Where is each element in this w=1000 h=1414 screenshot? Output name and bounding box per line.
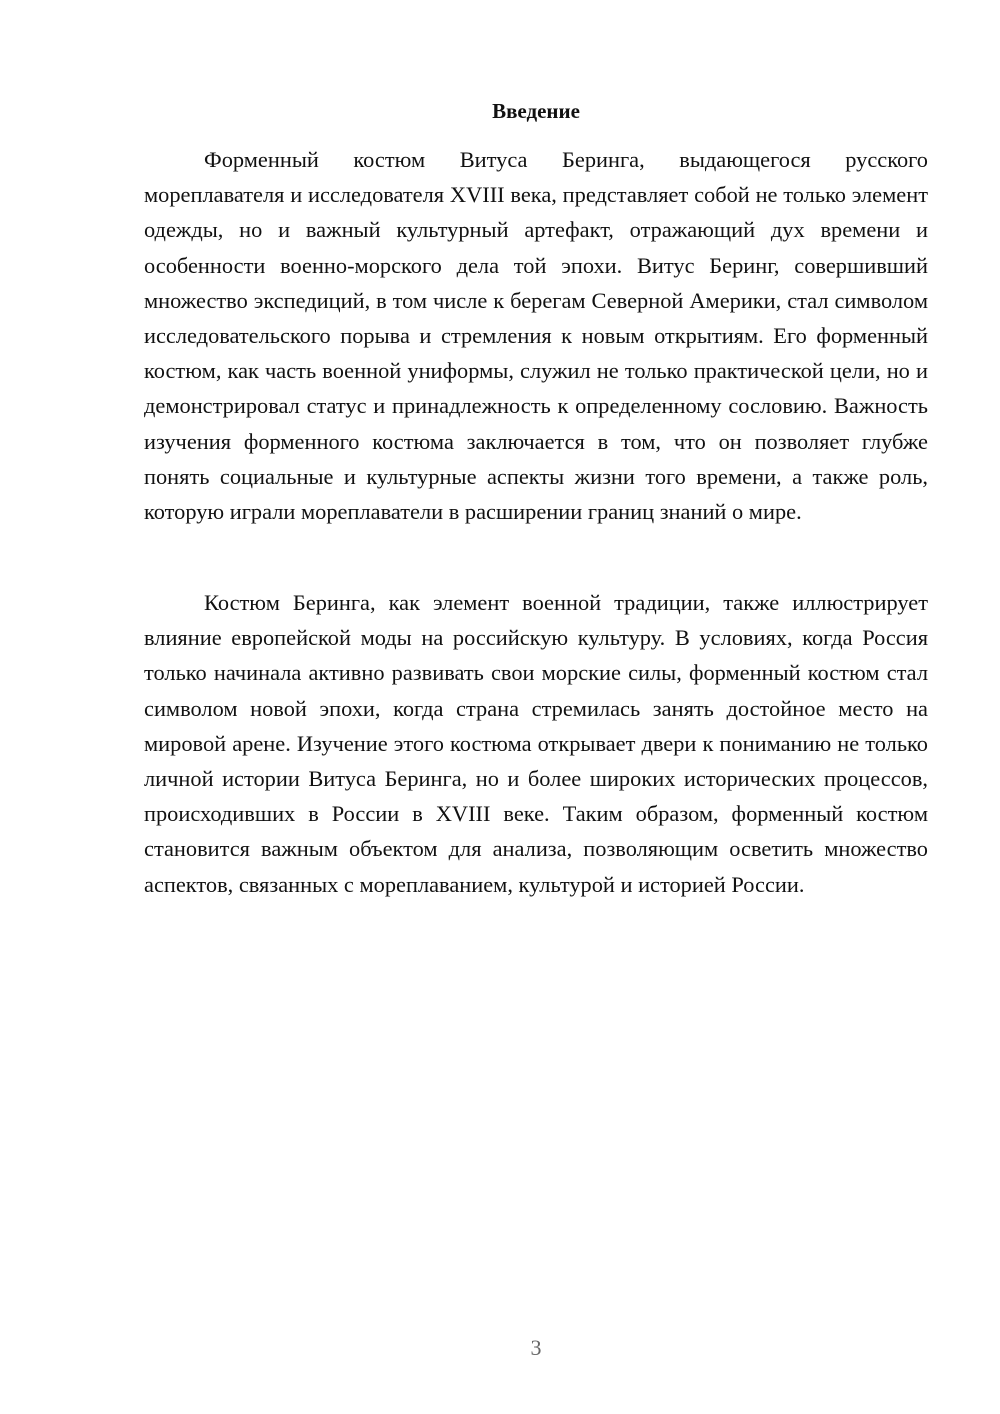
body-paragraph-2: Костюм Беринга, как элемент военной традиции, также иллюстрирует влияние европейской моды на российскую культуру. В условиях, когда Россия только начинала активно развивать свои морские силы, форменный костюм стал символом новой эпохи, когда страна стремилась занять достойное место на мировой арене. Изучение этого костюма открывает двери к пониманию не только личной истории Витуса Беринга, но и более широких исторических процессов, происходивших в России в XVIII веке. Таким образом, форменный костюм становится важным объектом для анализа, позволяющим осветить множество аспектов, связанных с мореплаванием, культурой и историей России. bbox=[144, 590, 928, 897]
page-number: 3 bbox=[530, 1335, 542, 1360]
section-heading: Введение bbox=[492, 99, 580, 123]
body-paragraph-1: Форменный костюм Витуса Беринга, выдающегося русского мореплавателя и исследователя XVIII века, представляет собой не только элемент одежды, но и важный культурный артефакт, отражающий дух времени и особенности военно-морского дела той эпохи. Витус Беринг, совершивший множество экспедиций, в том числе к берегам Северной Америки, стал символом исследовательского порыва и стремления к новым открытиям. Его форменный костюм, как часть военной униформы, служил не только практической цели, но и демонстрировал статус и принадлежность к определенному сословию. Важность изучения форменного костюма заключается в том, что он позволяет глубже понять социальные и культурные аспекты жизни того времени, а также роль, которую играли мореплаватели в расширении границ знаний о мире. bbox=[144, 147, 928, 525]
